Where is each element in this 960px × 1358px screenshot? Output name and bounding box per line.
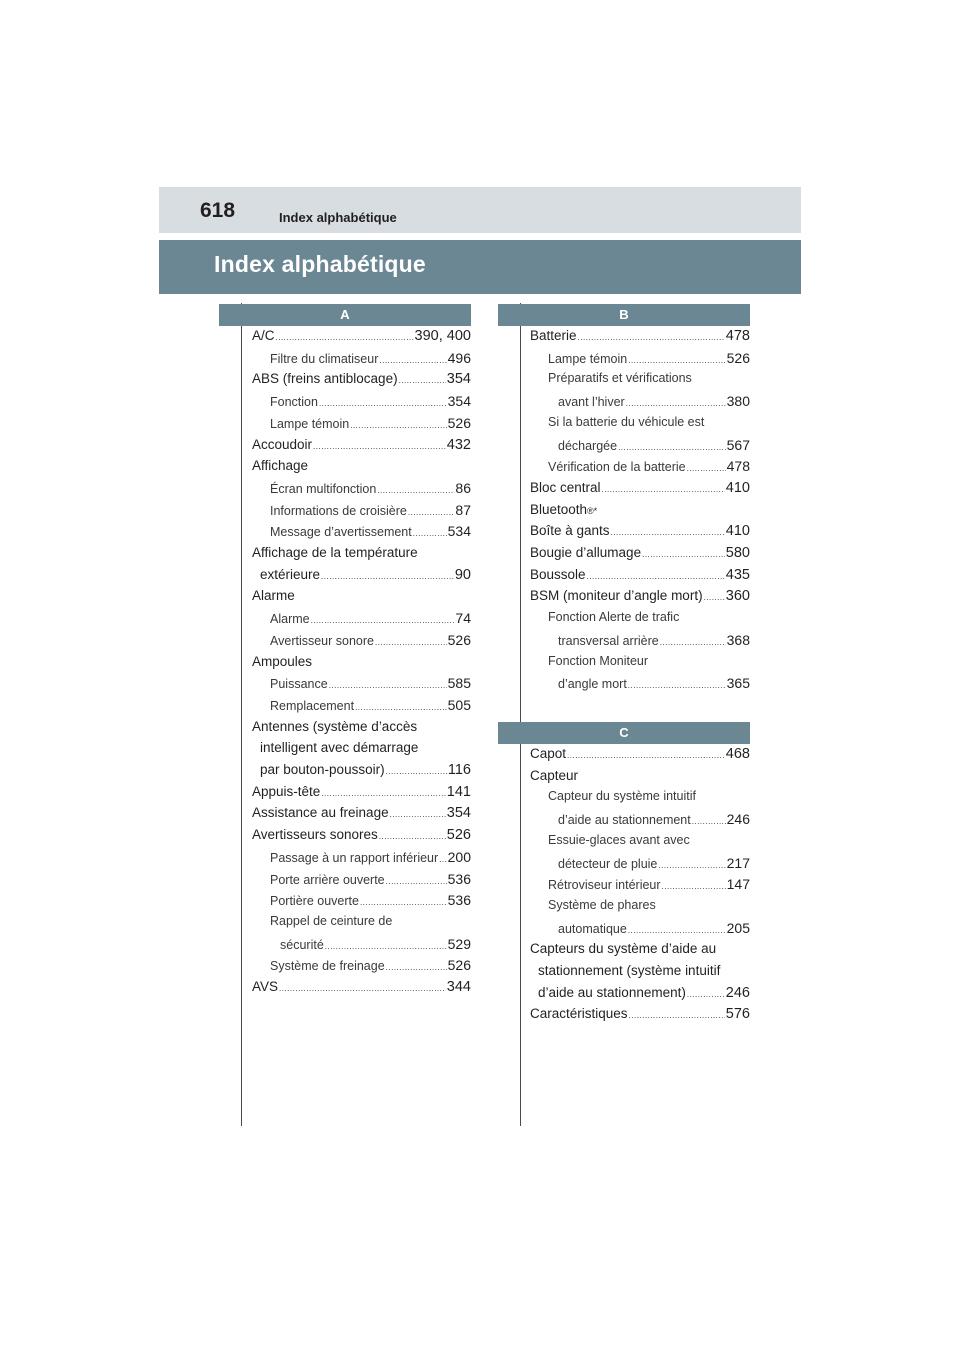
index-entry [252,914,471,934]
index-entry [252,675,471,695]
page-reference: 536 [447,892,471,909]
index-term: Rétroviseur intérieur [548,878,661,893]
dot-leader [413,529,447,538]
index-entry [252,719,471,739]
dot-leader [628,356,725,365]
dot-leader [618,443,726,452]
index-term: d’aide au stationnement) [538,984,686,1000]
dot-leader [386,877,447,886]
index-entry [530,985,750,1005]
index-term: Filtre du climatiseur [270,351,379,366]
index-entry [530,920,750,940]
index-entry [530,393,750,413]
page-reference: 526 [726,349,750,366]
index-term: Préparatifs et vérifications [548,371,692,386]
index-term: Accoudoir [252,436,313,452]
index-term: AVS [252,979,279,994]
index-term: Système de freinage [270,959,385,974]
index-term: Alarme [270,612,310,627]
index-term: Appuis-tête [252,783,321,799]
index-entry [530,588,750,608]
page-reference: 526 [447,631,471,648]
index-entry [530,632,750,652]
index-term: Capteur du système intuitif [548,789,696,804]
index-entry [530,437,750,457]
dot-leader [377,486,454,495]
page-reference: 410 [725,523,750,540]
index-entry [252,415,471,435]
index-entry [252,502,471,522]
index-term: déchargée [558,438,618,453]
dot-leader [587,572,725,581]
index-entry [530,502,750,522]
page-reference: 432 [446,436,471,453]
dot-leader [375,638,447,647]
dot-leader [628,926,726,935]
column-rule-middle [520,303,521,1126]
index-term: Capot [530,746,567,761]
dot-leader [578,333,725,342]
index-term: Assistance au freinage [252,805,389,821]
index-term: intelligent avec démarrage [260,740,419,756]
dot-leader [379,832,446,841]
dot-leader [602,485,725,494]
index-term: Avertisseurs sonores [252,827,378,843]
page-reference: 141 [446,783,471,800]
index-term: Remplacement [270,698,355,713]
index-term: Fonction Alerte de trafic [548,610,680,625]
index-term: transversal arrière [558,633,659,648]
index-entry [530,458,750,478]
index-entry [252,588,471,608]
index-entry [530,371,750,391]
trademark-marker: ®* [587,505,598,516]
index-term: Fonction Moniteur [548,653,649,668]
index-term: Système de phares [548,897,656,912]
index-term: stationnement (système intuitif [538,963,721,978]
index-entry [252,805,471,825]
dot-leader [350,421,446,430]
index-entry [530,567,750,587]
index-entry [530,855,750,875]
page-reference: 246 [726,811,750,828]
index-entry [252,437,471,457]
index-entry [530,480,750,500]
index-entry [530,523,750,543]
index-term: Passage à un rapport inférieur [270,850,439,865]
dot-leader [658,861,725,870]
dot-leader [439,855,446,864]
index-term: BSM (moniteur d’angle mort) [530,588,703,604]
index-term: automatique [558,921,627,936]
dot-leader [325,942,447,951]
dot-leader [386,767,447,776]
index-entry [530,789,750,809]
index-entry [252,545,471,565]
dot-leader [276,333,414,342]
index-entry [252,740,471,760]
index-entry [530,898,750,918]
index-entry [252,892,471,912]
dot-leader [642,550,725,559]
index-entry [252,328,471,348]
index-term: Alarme [252,588,295,604]
index-entry [530,328,750,348]
index-term: Bluetooth [530,501,588,517]
page-reference: 567 [726,436,750,453]
dot-leader [687,464,726,473]
index-term: Si la batterie du véhicule est [548,414,705,429]
index-term: Batterie [530,328,577,343]
index-entry [530,610,750,630]
index-term: Affichage de la température [252,545,418,560]
index-entry [530,415,750,435]
page-reference: 505 [447,696,471,713]
dot-leader [626,399,726,408]
index-entry [530,350,750,370]
page-reference: 74 [455,610,471,627]
index-term: Écran multifonction [270,481,377,496]
index-term: Bloc central [530,479,601,495]
index-entry [530,963,750,983]
index-entry [530,654,750,674]
dot-leader [319,399,447,408]
page-reference: 90 [454,566,471,583]
dot-leader [660,638,726,647]
index-term: avant l’hiver [558,395,625,410]
dot-leader [379,356,446,365]
page-reference: 585 [447,675,471,692]
dot-leader [611,528,725,537]
index-entry [252,458,471,478]
index-term: Portière ouverte [270,894,359,909]
index-term: Boussole [530,566,586,582]
index-term: extérieure [260,566,321,582]
page-reference: 478 [725,328,750,344]
index-term: Caractéristiques [530,1006,628,1022]
page-reference: 354 [446,371,471,388]
running-title: Index alphabétique [279,210,397,225]
dot-leader [360,898,447,907]
index-term: Vérification de la batterie [548,460,686,475]
page-title: Index alphabétique [214,251,426,277]
page-reference: 360 [725,588,750,605]
dot-leader [321,572,454,581]
index-term: Informations de croisière [270,503,407,518]
index-term: Antennes (système d’accès [252,718,418,734]
index-entry [252,957,471,977]
page-reference: 147 [726,876,750,893]
page-reference: 576 [725,1006,750,1023]
page-reference: 534 [447,523,471,540]
page-reference: 390, 400 [414,328,471,344]
page-reference: 496 [447,349,471,366]
index-entry [252,762,471,782]
dot-leader [313,442,446,451]
index-term: d’aide au stationnement [558,813,691,828]
index-entry [530,746,750,766]
page-reference: 354 [446,805,471,822]
index-entry [530,833,750,853]
index-entry [252,654,471,674]
index-term: Fonction [270,395,318,410]
index-term: sécurité [280,937,324,952]
index-term: Rappel de ceinture de [270,913,393,928]
section-heading-c: C [498,722,750,744]
page-reference: 365 [726,675,750,692]
index-entry [530,1006,750,1026]
page-reference: 435 [725,566,750,583]
dot-leader [662,882,726,891]
dot-leader [408,508,455,517]
dot-leader [355,703,447,712]
index-entry [252,371,471,391]
page-reference: 87 [455,501,471,518]
index-term: détecteur de pluie [558,856,658,871]
page-reference: 217 [726,854,750,871]
page-reference: 354 [447,393,471,410]
index-entry [530,941,750,961]
running-header-bar [159,187,801,233]
column-rule-left [241,303,242,1126]
page-reference: 536 [447,870,471,887]
page-reference: 344 [446,979,471,995]
page-reference: 526 [447,957,471,974]
dot-leader [687,990,725,999]
index-term: Capteur [530,767,579,783]
index-entry [530,768,750,788]
page-reference: 86 [455,479,471,496]
index-entry [252,480,471,500]
page-reference: 410 [725,479,750,496]
index-term: d’angle mort [558,677,627,692]
dot-leader [629,1011,725,1020]
page-reference: 368 [726,631,750,648]
dot-leader [386,963,447,972]
index-entry [530,876,750,896]
index-entry [252,567,471,587]
page-reference: 116 [447,762,471,778]
page-reference: 380 [726,393,750,410]
index-entry [252,871,471,891]
dot-leader [399,376,446,385]
index-entry [252,632,471,652]
index-entry [530,675,750,695]
index-entry [252,350,471,370]
index-entry [530,545,750,565]
index-entry [252,827,471,847]
dot-leader [628,681,726,690]
index-term: Capteurs du système d’aide au [530,941,717,957]
page-reference: 526 [447,414,471,431]
page-number: 618 [200,199,236,222]
dot-leader [692,817,726,826]
section-heading-a: A [219,304,471,326]
page-reference: 526 [446,827,471,844]
index-term: Bougie d’allumage [530,545,642,560]
dot-leader [390,810,446,819]
dot-leader [567,751,725,760]
index-term: ABS (freins antiblocage) [252,371,398,387]
dot-leader [321,789,446,798]
index-term: Puissance [270,677,328,692]
dot-leader [279,984,446,993]
page-reference: 200 [447,848,471,865]
index-entry [530,811,750,831]
index-entry [252,979,471,999]
index-entry [252,784,471,804]
page-reference: 580 [725,545,750,561]
index-term: Lampe témoin [548,351,628,366]
index-term: Porte arrière ouverte [270,872,385,887]
index-term: par bouton-poussoir) [260,762,385,777]
index-entry [252,697,471,717]
dot-leader [329,681,447,690]
page-reference: 478 [726,458,750,475]
page-reference: 529 [447,935,471,952]
index-entry [252,523,471,543]
index-entry [252,936,471,956]
section-heading-b: B [498,304,750,326]
index-entry [252,610,471,630]
index-entry [252,393,471,413]
page-reference: 468 [725,746,750,762]
index-term: Ampoules [252,653,313,669]
index-term: Affichage [252,458,309,474]
index-term: Boîte à gants [530,523,610,539]
page-reference: 205 [726,919,750,936]
index-term: Message d’avertissement [270,525,412,540]
index-term: Essuie-glaces avant avec [548,832,690,847]
dot-leader [311,616,455,625]
index-term: Lampe témoin [270,416,350,431]
index-entry [252,849,471,869]
index-term: A/C [252,328,275,343]
page-reference: 246 [725,984,750,1001]
dot-leader [704,593,725,602]
index-term: Avertisseur sonore [270,633,374,648]
